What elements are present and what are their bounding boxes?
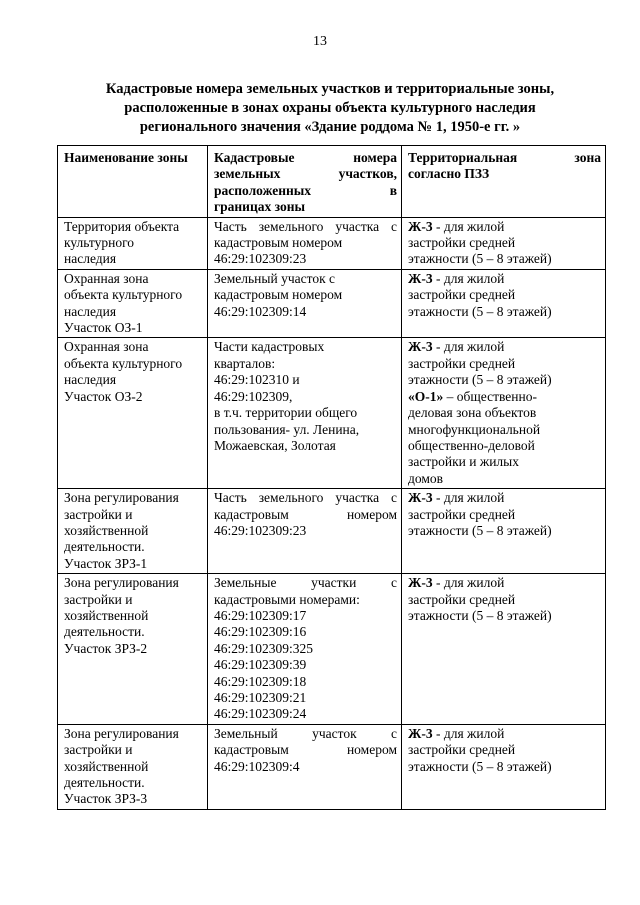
cadastral-line: 46:29:102310 и — [214, 372, 300, 388]
zone-name-line: Зона регулирования — [64, 725, 179, 741]
table-row — [58, 574, 606, 725]
zone-description: – общественно- — [443, 388, 537, 404]
zone-description: - для жилой — [432, 218, 505, 234]
zone-name-line: Территория объекта — [64, 218, 180, 234]
zones-table — [57, 145, 606, 810]
header-territorial-line: Территориальная зона — [408, 150, 601, 165]
territorial-zone-line: этажности (5 – 8 этажей) — [408, 758, 552, 774]
zone-description: - для жилой — [432, 725, 505, 741]
zone-name-line: деятельности. — [64, 624, 145, 640]
territorial-zone-line: общественно-деловой — [408, 437, 535, 453]
cadastral-line: кадастровым номером — [214, 742, 397, 758]
cadastral-line: Земельные участки с — [214, 575, 397, 591]
territorial-zone-cell — [402, 217, 606, 269]
cadastral-line: Земельный участок с — [214, 725, 397, 741]
territorial-zone-line — [408, 271, 601, 287]
cadastral-line: кадастровым номером — [214, 506, 397, 522]
zone-name-line: застройки и — [64, 591, 133, 607]
title-line: регионального значения «Здание роддома № 1, 1950-е гг. » — [139, 119, 521, 135]
header-cadastral-line: расположенных в — [214, 182, 397, 198]
cadastral-cell — [208, 574, 402, 725]
zone-name-line: застройки и — [64, 506, 133, 522]
zone-name-cell — [58, 489, 208, 574]
territorial-zone-line: деловая зона объектов — [408, 405, 537, 421]
zone-name-cell — [58, 574, 208, 725]
territorial-zone-line: застройки и жилых — [408, 454, 519, 470]
zone-name-cell — [58, 338, 208, 489]
territorial-zone-line — [408, 575, 601, 591]
zone-name-line: наследия — [64, 303, 117, 319]
cadastral-cell — [208, 269, 402, 338]
territorial-zone-line: домов — [408, 470, 444, 486]
cadastral-line: 46:29:102309:18 — [214, 673, 307, 689]
territorial-zone-line — [408, 389, 601, 405]
zone-name-line: Участок ЗРЗ-3 — [64, 791, 148, 807]
header-territorial-line: согласно ПЗЗ — [408, 166, 490, 182]
page-number: 13 — [313, 34, 327, 49]
table-row — [58, 724, 606, 809]
header-zone-name: Наименование зоны — [58, 146, 208, 218]
cadastral-line: 46:29:102309:23 — [214, 251, 307, 267]
document-title — [70, 80, 590, 137]
table-row — [58, 217, 606, 269]
zone-name-line: наследия — [64, 372, 117, 388]
zone-name-line: объекта культурного — [64, 287, 183, 303]
zone-description: - для жилой — [432, 575, 505, 591]
cadastral-line: Части кадастровых — [214, 339, 325, 355]
zone-name-cell — [58, 217, 208, 269]
cadastral-line: 46:29:102309:23 — [214, 522, 307, 538]
territorial-zone-line: застройки средней — [408, 506, 516, 522]
territorial-zone-line: застройки средней — [408, 355, 516, 371]
cadastral-line: кадастровым номером — [214, 287, 343, 303]
header-territorial — [402, 146, 606, 218]
cadastral-line: кадастровым номером — [214, 235, 343, 251]
zone-name-line: Участок ОЗ-2 — [64, 388, 143, 404]
zone-name-cell — [58, 269, 208, 338]
cadastral-line: Часть земельного участка с — [214, 218, 397, 234]
table-row — [58, 489, 606, 574]
cadastral-line: Земельный участок с — [214, 270, 335, 286]
cadastral-line: в т.ч. территории общего — [214, 405, 358, 421]
zone-name-line: Участок ОЗ-1 — [64, 320, 143, 336]
cadastral-line: Можаевская, Золотая — [214, 437, 336, 453]
territorial-zone-cell — [402, 724, 606, 809]
territorial-zone-cell — [402, 338, 606, 489]
zone-description: - для жилой — [432, 490, 505, 506]
zone-name-line: Охранная зона — [64, 339, 149, 355]
header-cadastral-line: земельных участков, — [214, 166, 397, 182]
cadastral-cell — [208, 217, 402, 269]
territorial-zone-cell — [402, 489, 606, 574]
territorial-zone-line — [408, 339, 601, 355]
zone-description: - для жилой — [432, 270, 505, 286]
zone-code: Ж-3 — [408, 490, 433, 506]
territorial-zone-line — [408, 219, 601, 235]
zone-name-line: хозяйственной — [64, 607, 149, 623]
cadastral-line: 46:29:102309:325 — [214, 640, 314, 656]
table-row — [58, 338, 606, 489]
zone-name-line: деятельности. — [64, 539, 145, 555]
zone-name-line: объекта культурного — [64, 355, 183, 371]
cadastral-line: кварталов: — [214, 355, 276, 371]
territorial-zone-line — [408, 726, 601, 742]
territorial-zone-line: застройки средней — [408, 591, 516, 607]
zone-code: Ж-3 — [408, 339, 433, 355]
title-line: Кадастровые номера земельных участков и территориальные зоны, — [105, 81, 555, 97]
zone-name-line: Зона регулирования — [64, 575, 179, 591]
cadastral-line: 46:29:102309:17 — [214, 607, 307, 623]
zone-name-line: деятельности. — [64, 775, 145, 791]
zone-code: Ж-3 — [408, 575, 433, 591]
territorial-zone-line: этажности (5 – 8 этажей) — [408, 251, 552, 267]
zone-name-line: Участок ЗРЗ-2 — [64, 640, 148, 656]
zone-name-line: Охранная зона — [64, 270, 149, 286]
cadastral-line: 46:29:102309:39 — [214, 657, 307, 673]
cadastral-cell — [208, 724, 402, 809]
territorial-zone-line: застройки средней — [408, 742, 516, 758]
cadastral-line: 46:29:102309:16 — [214, 624, 307, 640]
zone-code: «О-1» — [408, 388, 444, 404]
zone-code: Ж-3 — [408, 270, 433, 286]
cadastral-line: Часть земельного участка с — [214, 490, 397, 506]
cadastral-line: 46:29:102309:21 — [214, 690, 307, 705]
cadastral-cell — [208, 338, 402, 489]
zone-name-line: наследия — [64, 251, 117, 267]
zone-description: - для жилой — [432, 339, 505, 355]
table-header-row — [58, 146, 606, 218]
header-cadastral — [208, 146, 402, 218]
zone-code: Ж-3 — [408, 218, 433, 234]
zone-code: Ж-3 — [408, 725, 433, 741]
cadastral-line: 46:29:102309, — [214, 388, 293, 404]
territorial-zone-line: этажности (5 – 8 этажей) — [408, 522, 552, 538]
territorial-zone-line: многофункциональной — [408, 421, 541, 437]
cadastral-line: 46:29:102309:14 — [214, 303, 307, 319]
zone-name-line: культурного — [64, 235, 135, 251]
territorial-zone-cell — [402, 574, 606, 725]
zone-name-line: хозяйственной — [64, 758, 149, 774]
header-cadastral-line: Кадастровые номера — [214, 150, 397, 165]
header-cadastral-line: границах зоны — [214, 199, 306, 215]
territorial-zone-line: этажности (5 – 8 этажей) — [408, 372, 552, 388]
territorial-zone-cell — [402, 269, 606, 338]
cadastral-line: 46:29:102309:24 — [214, 706, 307, 722]
zone-name-line: застройки и — [64, 742, 133, 758]
cadastral-line: 46:29:102309:4 — [214, 758, 300, 774]
zone-name-line: Зона регулирования — [64, 490, 179, 506]
cadastral-cell — [208, 489, 402, 574]
territorial-zone-line — [408, 490, 601, 506]
territorial-zone-line: застройки средней — [408, 287, 516, 303]
table-row — [58, 269, 606, 338]
territorial-zone-line: застройки средней — [408, 235, 516, 251]
cadastral-line: кадастровыми номерами: — [214, 591, 360, 607]
zone-name-cell — [58, 724, 208, 809]
zone-name-line: Участок ЗРЗ-1 — [64, 555, 148, 571]
cadastral-line: пользования- ул. Ленина, — [214, 421, 360, 437]
zone-name-line: хозяйственной — [64, 522, 149, 538]
territorial-zone-line: этажности (5 – 8 этажей) — [408, 607, 552, 623]
title-line: расположенные в зонах охраны объекта культурного наследия — [124, 100, 536, 116]
territorial-zone-line: этажности (5 – 8 этажей) — [408, 303, 552, 319]
